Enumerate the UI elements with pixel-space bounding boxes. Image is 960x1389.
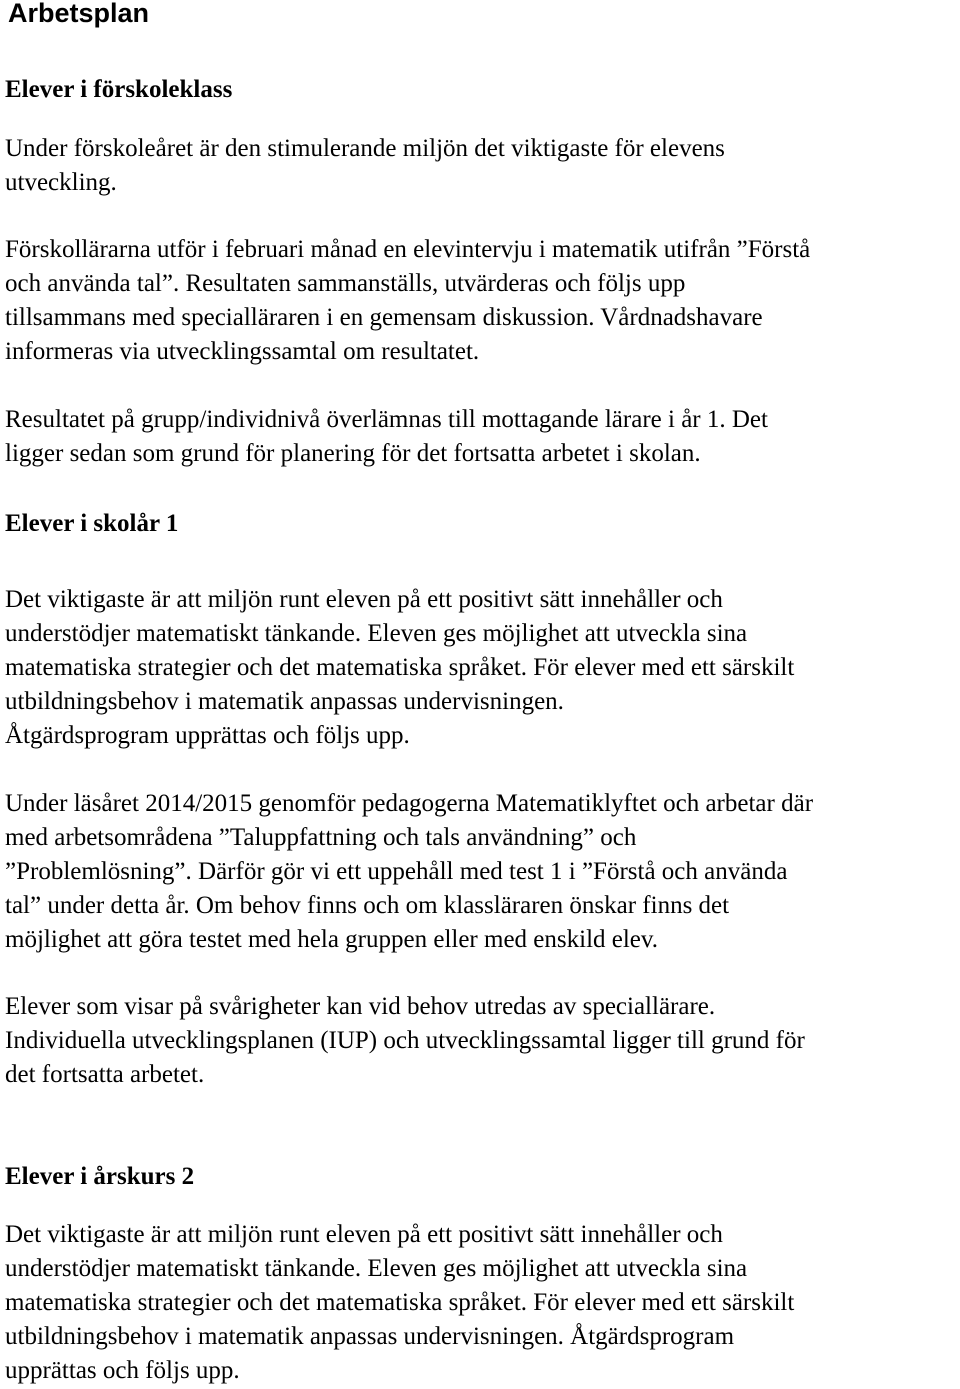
text-line: utveckling.: [5, 169, 117, 196]
text-line: Det viktigaste är att miljön runt eleven på ett positivt sätt innehåller och: [5, 1221, 723, 1248]
text-line: matematiska strategier och det matematiska språket. För elever med ett särskilt: [5, 654, 795, 681]
text-line: tal” under detta år. Om behov finns och om klassläraren önskar finns det: [5, 892, 730, 919]
text-line: ”Problemlösning”. Därför gör vi ett uppehåll med test 1 i ”Förstå och använda: [5, 858, 788, 885]
text-line: Åtgärdsprogram upprättas och följs upp.: [5, 722, 410, 749]
text-line: möjlighet att göra testet med hela gruppen eller med enskild elev.: [5, 926, 659, 953]
text-line: utbildningsbehov i matematik anpassas undervisningen. Åtgärdsprogram: [5, 1323, 735, 1350]
text-line: Förskollärarna utför i februari månad en elevintervju i matematik utifrån ”Förstå: [5, 236, 811, 263]
text-line: Under förskoleåret är den stimulerande miljön det viktigaste för elevens: [5, 135, 725, 162]
document-title: Arbetsplan: [8, 0, 150, 28]
text-line: Resultatet på grupp/individnivå överlämnas till mottagande lärare i år 1. Det: [5, 406, 768, 433]
text-line: utbildningsbehov i matematik anpassas undervisningen.: [5, 688, 564, 715]
text-line: ligger sedan som grund för planering för det fortsatta arbetet i skolan.: [5, 440, 701, 467]
text-line: tillsammans med specialläraren i en gemensam diskussion. Vårdnadshavare: [5, 304, 763, 331]
text-line: matematiska strategier och det matematiska språket. För elever med ett särskilt: [5, 1289, 795, 1316]
text-line: Individuella utvecklingsplanen (IUP) och utvecklingssamtal ligger till grund för: [5, 1027, 805, 1054]
section-heading-skolar-1: Elever i skolår 1: [5, 510, 179, 537]
paragraph: [5, 787, 813, 957]
text-line: understödjer matematiskt tänkande. Eleven ges möjlighet att utveckla sina: [5, 1255, 748, 1282]
paragraph: [5, 132, 725, 200]
section-heading-forskoleklass: Elever i förskoleklass: [5, 76, 233, 103]
text-line: det fortsatta arbetet.: [5, 1061, 205, 1088]
text-line: Det viktigaste är att miljön runt eleven på ett positivt sätt innehåller och: [5, 586, 723, 613]
text-line: och använda tal”. Resultaten sammanställs, utvärderas och följs upp: [5, 270, 686, 297]
text-line: upprättas och följs upp.: [5, 1357, 240, 1384]
text-line: Under läsåret 2014/2015 genomför pedagogerna Matematiklyftet och arbetar där: [5, 790, 814, 817]
paragraph: [5, 583, 794, 753]
paragraph: [5, 403, 768, 471]
paragraph: [5, 233, 810, 369]
paragraph: [5, 990, 805, 1092]
text-line: understödjer matematiskt tänkande. Eleven ges möjlighet att utveckla sina: [5, 620, 748, 647]
paragraph: [5, 1218, 794, 1388]
text-line: informeras via utvecklingssamtal om resultatet.: [5, 338, 480, 365]
text-line: Elever som visar på svårigheter kan vid behov utredas av speciallärare.: [5, 993, 716, 1020]
text-line: med arbetsområdena ”Taluppfattning och tals användning” och: [5, 824, 637, 851]
section-heading-arskurs-2: Elever i årskurs 2: [5, 1163, 195, 1190]
